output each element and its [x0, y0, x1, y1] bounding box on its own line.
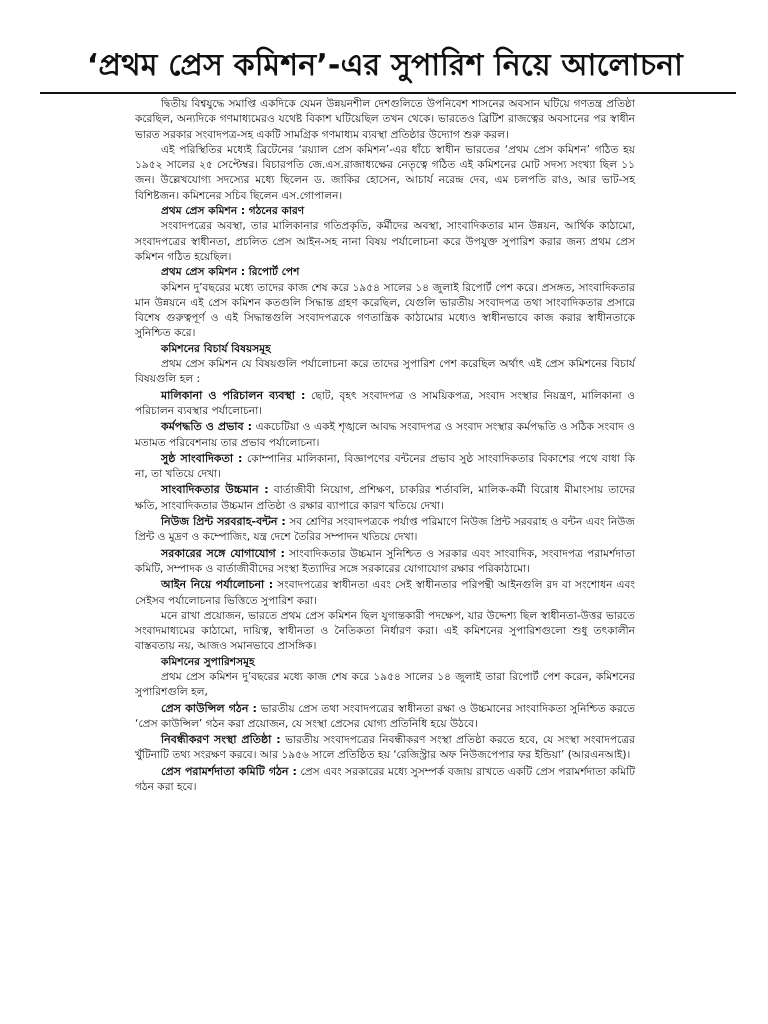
subject-item-text: বার্তাজীবী নিয়োগ, প্রশিক্ষণ, চাকরির শর্তাবলি, মালিক-কর্মী বিরোধ মীমাংসায় তাদের ক্ষতি, সাংবাদিকতার উচ্চমান প্রতিষ্ঠা ও রক্ষার ব্যাপারে কারণ খতিয়ে দেখা।: [135, 484, 636, 512]
paragraph-significance: মনে রাখা প্রয়োজন, ভারতে প্রথম প্রেস কমিশন ছিল যুগান্তকারী পদক্ষেপ, যার উদ্দেশ্য ছিল স্বাধীনতা-উত্তর ভারতে সংবাদমাধ্যমের কাঠামো, দায়িত্ব, স্বাধীনতা ও নৈতিকতা নির্ধারণ করা। এই কমিশনের সুপারিশগুলো শুধু তৎকালীন বাস্তবতায় নয়, আজও সমানভাবে প্রাসঙ্গিক।: [135, 609, 635, 653]
paragraph-report-submission: কমিশন দু’বছরের মধ্যে তাদের কাজ শেষ করে ১৯৫৪ সালের ১৪ জুলাই রিপোর্ট পেশ করে। প্রসঙ্গত, সাংবাদিকতার মান উন্নয়নে এই প্রেস কমিশন কতগুলি সিদ্ধান্ত গ্রহণ করেছিল, যেগুলি ভারতীয় সংবাদপত্র তথা সাংবাদিকতার প্রসারে বিশেষ গুরুত্বপূর্ণ ও এই সিদ্ধান্তগুলি সংবাদপত্রকে গণতান্ত্রিক কাঠামোর মধ্যেও স্বাধীনভাবে কাজ করার স্বাধীনতাকে সুনিশ্চিত করে।: [135, 281, 635, 340]
subject-item-government-liaison: [135, 546, 635, 578]
recommendation-item-advisory-committee: [135, 764, 635, 796]
subject-item-text: সব শ্রেণির সংবাদপত্রকে পর্যাপ্ত পরিমাণে নিউজ প্রিন্ট সরবরাহ ও বন্টন এবং নিউজ প্রিন্ট ও মুদ্রণ ও কম্পোজিং, যন্ত্র দেশে তৈরির সম্পাদন খতিয়ে দেখা।: [135, 516, 635, 544]
subject-item-text: সংবাদপত্রের স্বাধীনতা এবং সেই স্বাধীনতার পরিপন্থী আইনগুলি রদ বা সংশোধন এবং সেইসব পর্যালোচনার ভিত্তিতে সুপারিশ করা।: [135, 579, 635, 607]
recommendation-item-label: প্রেস পরামর্শদাতা কমিটি গঠন :: [161, 764, 297, 778]
paragraph-subjects-intro: প্রথম প্রেস কমিশন যে বিষয়গুলি পর্যালোচনা করে তাদের সুপারিশ পেশ করেছিল অর্থাৎ এই প্রেস কমিশনের বিচার্য বিষয়গুলি হল :: [135, 358, 635, 386]
subject-item-label: সাংবাদিকতার উচ্চমান :: [161, 483, 269, 497]
paragraph-formation-reason: সংবাদপত্রের অবস্থা, তার মালিকানার গতিপ্রকৃতি, কর্মীদের অবস্থা, সাংবাদিকতার মান উন্নয়ন, আর্থিক কাঠামো, সংবাদপত্রের স্বাধীনতা, প্রচলিত প্রেস আইন-সহ নানা বিষয় পর্যালোচনা করে উপযুক্ত সুপারিশ করার জন্য প্রথম প্রেস কমিশন গঠিত হয়েছিল।: [135, 220, 635, 263]
page-title: ‘প্রথম প্রেস কমিশন’-এর সুপারিশ নিয়ে আলোচনা: [86, 48, 684, 83]
subject-item-methods: [135, 419, 635, 451]
recommendation-item-text: ভারতীয় সংবাদপত্রের নিবন্ধীকরণ সংস্থা প্রতিষ্ঠা করতে হবে, যে সংস্থা সংবাদপত্রের খুঁটিনাটি তথ্য সংরক্ষণ করবে। আর ১৯৫৬ সালে প্রতিষ্ঠিত হয় ‘রেজিস্ট্রার অফ নিউজপেপার ফর ইন্ডিয়া’ (আরএনআই)।: [135, 734, 635, 762]
paragraph-recommendations-intro: প্রথম প্রেস কমিশন দু’বছরের মধ্যে কাজ শেষ করে ১৯৫৪ সালের ১৪ জুলাই তারা রিপোর্ট পেশ করেন, কমিশনের সুপারিশগুলি হল,: [135, 670, 635, 699]
subject-item-high-standard: [135, 482, 635, 514]
heading-formation-reason: প্রথম প্রেস কমিশন : গঠনের কারণ: [161, 205, 305, 218]
title-underline: [40, 92, 736, 94]
subject-item-text: কোম্পানির মালিকানা, বিজ্ঞাপণের বন্টনের প্রভাব সুষ্ঠ সাংবাদিকতার বিকাশের পথে বাধা কি না, তা খতিয়ে দেখা।: [135, 452, 635, 481]
subject-item-label: কর্মপদ্ধতি ও প্রভাব :: [161, 420, 253, 434]
article-body: [135, 97, 635, 795]
recommendation-item-text: প্রেস এবং সরকারের মধ্যে সুসম্পর্ক বজায় রাখতে একটি প্রেস পরামর্শদাতা কমিটি গঠন করা হবে।: [135, 765, 635, 794]
subject-item-newsprint: [135, 514, 635, 546]
heading-report-submission: প্রথম প্রেস কমিশন : রিপোর্ট পেশ: [161, 266, 300, 279]
paragraph-commission-formation: এই পরিস্থিতির মধ্যেই ব্রিটেনের ‘রয়্যাল প্রেস কমিশন’-এর ধাঁচে স্বাধীন ভারতের ‘প্রথম প্রেস কমিশন’ গঠিত হয় ১৯৫২ সালের ২৫ সেপ্টেম্বর। বিচারপতি জে.এস.রাজাধ্যক্ষের নেতৃত্বে গঠিত এই কমিশনের মোট সদস্য সংখ্যা ছিল ১১ জন। উল্লেখযোগ্য সদস্যের মধ্যে ছিলেন ড. জাকির হোসেন, আচার্য নরেন্দ্র দেব, এম চলপতি রাও, আর ভাট-সহ বিশিষ্টজন। কমিশনের সচিব ছিলেন এস.গোপালন।: [135, 143, 635, 202]
subject-item-law-review: [135, 577, 635, 609]
subject-item-ownership: [135, 388, 635, 420]
subject-item-text: সাংবাদিকতার উচ্চমান সুনিশ্চিত ও সরকার এবং সাংবাদিক, সংবাদপত্র পরামর্শদাতা কমিটি, সম্পাদক ও বার্তাজীবীদের সংস্থা ইত্যাদির সঙ্গে সরকারের যোগাযোগ রক্ষার পরিকাঠামো।: [135, 547, 635, 575]
subject-item-label: আইন নিয়ে পর্যালোচনা :: [161, 578, 274, 592]
subject-item-label: নিউজ প্রিন্ট সরবরাহ-বন্টন :: [161, 515, 286, 529]
subject-item-text: ছোট, বৃহৎ সংবাদপত্র ও সাময়িকপত্র, সংবাদ সংস্থার নিয়ন্ত্রণ, মালিকানা ও পরিচালন ব্যবস্থার পর্যালোচনা।: [135, 389, 635, 417]
recommendation-item-label: নিবন্ধীকরণ সংস্থা প্রতিষ্ঠা :: [161, 733, 281, 747]
paragraph-intro: দ্বিতীয় বিশ্বযুদ্ধে সমাপ্তি একদিকে যেমন উন্নয়নশীল দেশগুলিতে উপনিবেশ শাসনের অবসান ঘটিয়ে গণতন্ত্র প্রতিষ্ঠা করেছিল, অন্যদিকে গণমাধ্যমেরও যথেষ্ট বিকাশ ঘটিয়েছিল তখন থেকে। ভারতেও ব্রিটিশ রাজত্বের অবসানের পর স্বাধীন ভারত সরকার সংবাদপত্র-সহ একটি সামগ্রিক গণমাধ্যম ব্যবস্থা প্রতিষ্ঠার উদ্যোগ শুরু করল।: [135, 98, 635, 141]
subject-item-fair-journalism: [135, 451, 635, 483]
heading-recommendations: কমিশনের সুপারিশসমূহ: [161, 655, 255, 668]
subject-item-text: একচেটিয়া ও একই শৃঙ্খলে আবদ্ধ সংবাদপত্র ও সংবাদ সংস্থার কর্মপদ্ধতি ও সঠিক সংবাদ ও মতামত পরিবেশনায় তার প্রভাব পর্যালোচনা।: [135, 421, 635, 449]
subject-item-label: সরকারের সঙ্গে যোগাযোগ :: [161, 546, 285, 560]
recommendation-item-registrar: [135, 732, 635, 764]
heading-subjects: কমিশনের বিচার্য বিষয়সমূহ: [161, 342, 271, 355]
subject-item-label: সুষ্ঠ সাংবাদিকতা :: [161, 451, 243, 465]
subject-item-label: মালিকানা ও পরিচালন ব্যবস্থা :: [161, 388, 306, 402]
recommendation-item-press-council: [135, 701, 635, 733]
recommendation-item-label: প্রেস কাউন্সিল গঠন :: [161, 701, 257, 715]
recommendation-item-text: ভারতীয় প্রেস তথা সংবাদপত্রের স্বাধীনতা রক্ষা ও উচ্চমানের সাংবাদিকতা সুনিশ্চিত করতে ‘প্রেস কাউন্সিল’ গঠন করা প্রয়োজন, যে সংস্থা প্রেসের যোগ্য প্রতিনিধি হয়ে উঠবে।: [135, 702, 635, 730]
